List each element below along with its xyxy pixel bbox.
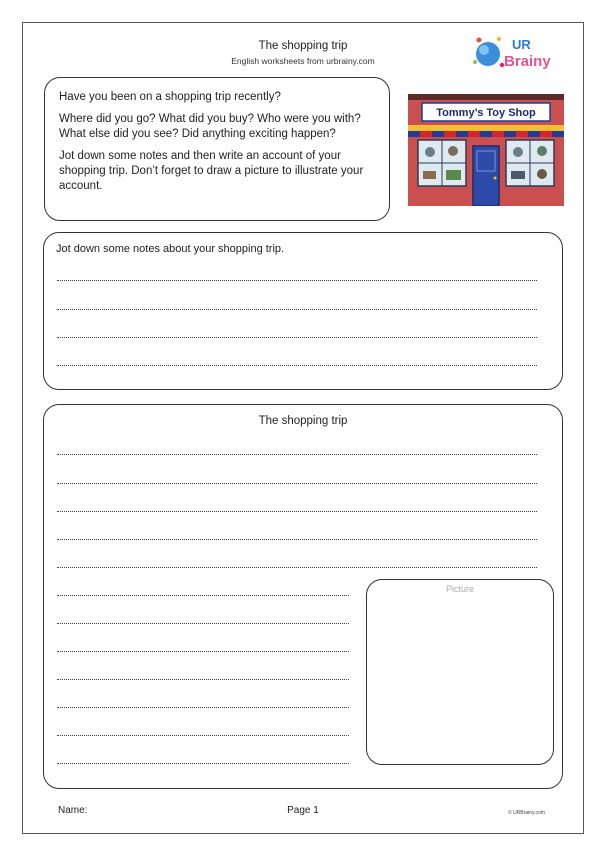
writing-line-6[interactable] <box>57 594 349 596</box>
notes-line-4[interactable] <box>57 364 537 366</box>
toy-shop-illustration <box>406 94 566 206</box>
picture-label: Picture <box>445 584 474 594</box>
notes-box <box>43 232 563 390</box>
name-label: Name: <box>58 805 88 816</box>
writing-line-9[interactable] <box>57 678 349 680</box>
writing-line-12[interactable] <box>57 762 349 764</box>
notes-line-2[interactable] <box>57 308 537 310</box>
notes-prompt: Jot down some notes about your shopping trip. <box>56 243 285 255</box>
writing-line-7[interactable] <box>57 622 349 624</box>
page-subtitle: English worksheets from urbrainy.com <box>231 56 375 66</box>
logo-text-top: UR <box>512 37 531 52</box>
copyright: © URBrainy.com <box>508 810 545 816</box>
intro-paragraph-3: Jot down some notes and then write an account of your shopping trip. Don’t forget to draw a picture to illustrate your account. <box>59 150 364 192</box>
shop-awning <box>408 131 564 137</box>
shop-sign: Tommy’s Toy Shop <box>436 107 536 119</box>
writing-box <box>43 404 563 789</box>
writing-line-3[interactable] <box>57 510 537 512</box>
page-number: Page 1 <box>287 805 319 816</box>
intro-box <box>44 77 390 221</box>
notes-line-3[interactable] <box>57 336 537 338</box>
writing-line-10[interactable] <box>57 706 349 708</box>
writing-line-4[interactable] <box>57 538 537 540</box>
intro-paragraph-1: Have you been on a shopping trip recently? <box>59 91 281 103</box>
picture-box[interactable] <box>366 579 554 765</box>
writing-title: The shopping trip <box>258 415 348 427</box>
writing-line-1[interactable] <box>57 453 537 455</box>
notes-line-1[interactable] <box>57 279 537 281</box>
logo-text-bottom: Brainy <box>504 53 551 70</box>
intro-paragraph-2: Where did you go? What did you buy? Who were you with? What else did you see? Did anything exciting happen? <box>59 113 361 140</box>
urbrainy-logo <box>470 32 562 72</box>
writing-line-8[interactable] <box>57 650 349 652</box>
page-title: The shopping trip <box>258 40 348 52</box>
writing-line-11[interactable] <box>57 734 349 736</box>
writing-line-2[interactable] <box>57 482 537 484</box>
writing-line-5[interactable] <box>57 566 537 568</box>
